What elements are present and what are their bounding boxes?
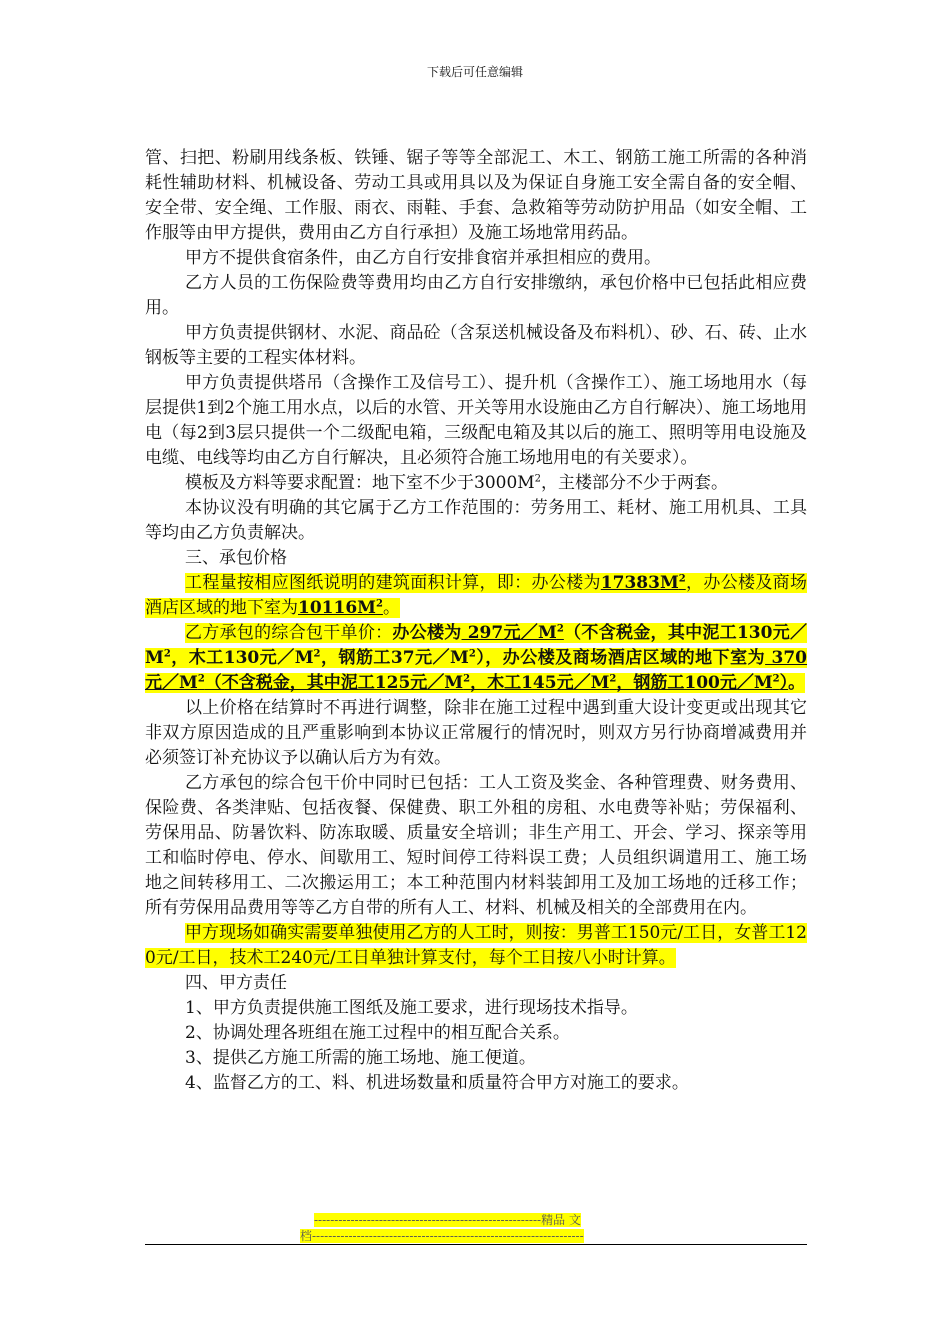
formwork-tail: ，主楼部分不少于两套。 xyxy=(541,473,729,493)
document-body xyxy=(145,146,807,1096)
paragraph-insurance: 乙方人员的工伤保险费等费用均由乙方自行安排缴纳，承包价格中已包括此相应费用。 xyxy=(145,273,807,318)
section-heading-price: 三、承包价格 xyxy=(185,548,287,568)
office-area-value: $17383M^2$ xyxy=(600,573,686,593)
paragraph-lodging: 甲方不提供食宿条件，由乙方自行安排食宿并承担相应的费用。 xyxy=(185,248,661,268)
paragraph-equipment: 甲方负责提供塔吊（含操作工及信号工）、提升机（含操作工）、施工场地用水（每层提供1到2个施工用水点，以后的水管、开关等用水设施由乙方自行解决）、施工场地用电（每2到3层只提供一个二级配电箱，三级配电箱及其以后的施工、照明等用电设施及电缆、电线等均由乙方自行解决，且必须符合施工场地用电的有关要求）。 xyxy=(145,373,807,468)
paragraph-unit-price xyxy=(145,621,807,696)
paragraph-materials: 甲方负责提供钢材、水泥、商品砼（含泵送机械设备及布料机）、砂、石、砖、止水钢板等主要的工程实体材料。 xyxy=(145,323,807,368)
list-item: 2、协调处理各班组在施工过程中的相互配合关系。 xyxy=(185,1023,570,1043)
unit-price-office: 办公楼为 297元$/M^2$（不含税金，其中泥工130元$/M^2$，木工130元$/M^2$，钢筋工37元$/M^2$），办公楼及商场酒店区域的地下室为 370元$/M^2$（不含税金，其中泥工125元$/M^2$，木工145元$/M^2$，钢筋工100元$/M^2$）。 xyxy=(145,623,808,693)
paragraph-daily-labor: 甲方现场如确实需要单独使用乙方的人工时，则按：男普工150元/工日，女普工120元/工日，技术工240元/工日单独计算支付，每个工日按八小时计算。 xyxy=(145,923,807,968)
paragraph-price-adjustment: 以上价格在结算时不再进行调整，除非在施工过程中遇到重大设计变更或出现其它非双方原因造成的且严重影响到本协议正常履行的情况时，则双方另行协商增减费用并必须签订补充协议予以确认后方为有效。 xyxy=(145,698,807,768)
footer-line-2: 档------------------------------------------------------------------- xyxy=(300,1229,584,1243)
paragraph-tools: 管、扫把、粉刷用线条板、铁锤、锯子等等全部泥工、木工、钢筋工施工所需的各种消耗性辅助材料、机械设备、劳动工具或用具以及为保证自身施工安全需自备的安全帽、安全带、安全绳、工作服、雨衣、雨鞋、手套、急救箱等劳动防护用品（如安全帽、工作服等由甲方提供，费用由乙方自行承担）及施工场地常用药品。 xyxy=(145,148,807,243)
basement-area-value: $10116M^2$ xyxy=(298,598,383,618)
quantity-text-a: 工程量按相应图纸说明的建筑面积计算，即：办公楼为 xyxy=(185,573,601,593)
paragraph-formwork xyxy=(145,471,807,496)
section-heading-party-a: 四、甲方责任 xyxy=(185,973,287,993)
unit-price-label: 乙方承包的综合包干单价： xyxy=(185,623,393,643)
paragraph-other-scope: 本协议没有明确的其它属于乙方工作范围的：劳务用工、耗材、施工用机具、工具等均由乙方负责解决。 xyxy=(145,498,807,543)
page-footer xyxy=(300,1212,650,1244)
footer-divider xyxy=(145,1244,807,1245)
footer-line-1: --------------------------------------------------------精品 文 xyxy=(314,1213,581,1227)
paragraph-price-includes: 乙方承包的综合包干价中同时已包括：工人工资及奖金、各种管理费、财务费用、保险费、各类津贴、包括夜餐、保健费、职工外租的房租、水电费等补贴；劳保福利、劳保用品、防暑饮料、防冻取暖、质量安全培训；非生产用工、开会、学习、探亲等用工和临时停电、停水、间歇用工、短时间停工待料误工费；人员组织调遣用工、施工场地之间转移用工、二次搬运用工；本工种范围内材料装卸用工及加工场地的迁移工作；所有劳保用品费用等等乙方自带的所有人工、材料、机械及相关的全部费用在内。 xyxy=(145,773,807,918)
formwork-text: 模板及方料等要求配置：地下室不少于3000M xyxy=(185,473,535,493)
paragraph-quantity xyxy=(145,571,807,621)
page-header: 下载后可任意编辑 xyxy=(426,65,523,79)
quantity-text-c: 。 xyxy=(382,598,400,618)
sup-2: 2 xyxy=(534,473,542,485)
list-item: 1、甲方负责提供施工图纸及施工要求，进行现场技术指导。 xyxy=(185,998,638,1018)
quantity-text-b: ，办公楼及商场酒店区域的地下室为 xyxy=(145,573,808,618)
list-item: 3、提供乙方施工所需的施工场地、施工便道。 xyxy=(185,1048,536,1068)
list-item: 4、监督乙方的工、料、机进场数量和质量符合甲方对施工的要求。 xyxy=(185,1073,689,1093)
